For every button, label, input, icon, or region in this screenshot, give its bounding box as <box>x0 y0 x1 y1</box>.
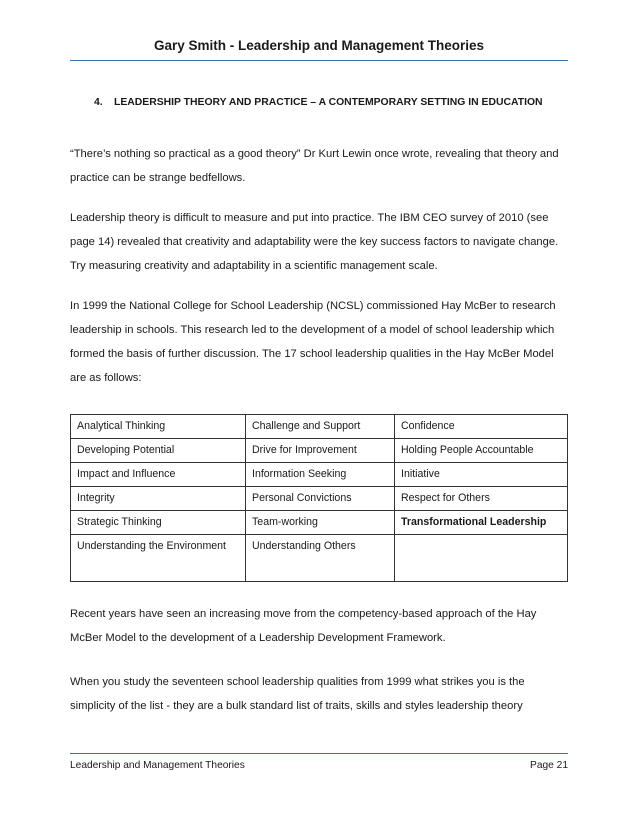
table-cell: Strategic Thinking <box>71 511 246 535</box>
paragraph-recent-years: Recent years have seen an increasing move from the competency-based approach of the Hay McBer Model to the development of a Leadership Development Framework. <box>70 608 537 644</box>
table-cell: Respect for Others <box>395 487 568 511</box>
table-cell-empty <box>395 535 568 582</box>
table-cell: Impact and Influence <box>71 463 246 487</box>
leadership-qualities-table <box>70 414 568 582</box>
footer-divider <box>70 753 568 754</box>
section-heading <box>94 95 543 111</box>
section-title: LEADERSHIP THEORY AND PRACTICE – A CONTEMPORARY SETTING IN EDUCATION <box>114 97 543 108</box>
table-cell: Drive for Improvement <box>246 439 395 463</box>
header-divider <box>70 60 568 61</box>
table-cell: Personal Convictions <box>246 487 395 511</box>
table-cell: Analytical Thinking <box>71 415 246 439</box>
page-header-title: Gary Smith - Leadership and Management Theories <box>153 38 485 53</box>
table-cell: Developing Potential <box>71 439 246 463</box>
table-row <box>71 487 568 511</box>
table-row <box>71 535 568 582</box>
table-cell: Challenge and Support <box>246 415 395 439</box>
table-cell: Team-working <box>246 511 395 535</box>
table-cell: Integrity <box>71 487 246 511</box>
footer-document-title: Leadership and Management Theories <box>70 760 245 771</box>
table-cell: Initiative <box>395 463 568 487</box>
paragraph-seventeen-qualities: When you study the seventeen school leadership qualities from 1999 what strikes you is the simplicity of the list - they are a bulk standard list of traits, skills and styles leadership theory <box>70 676 525 712</box>
table-cell: Holding People Accountable <box>395 439 568 463</box>
page-number: Page 21 <box>530 760 568 771</box>
table-row <box>71 415 568 439</box>
table-cell: Understanding Others <box>246 535 395 582</box>
table-cell: Information Seeking <box>246 463 395 487</box>
table-row <box>71 463 568 487</box>
paragraph-ncsl-research: In 1999 the National College for School Leadership (NCSL) commissioned Hay McBer to research leadership in schools. This research led to the development of a model of school leadership which formed the basis of further discussion. The 17 school leadership qualities in the Hay McBer Model are as follows: <box>70 300 556 384</box>
table-row <box>71 511 568 535</box>
table-row <box>71 439 568 463</box>
table-cell: Confidence <box>395 415 568 439</box>
table-cell-emphasized: Transformational Leadership <box>395 511 568 535</box>
paragraph-lewin-quote: “There’s nothing so practical as a good theory” Dr Kurt Lewin once wrote, revealing that theory and practice can be strange bedfellows. <box>70 148 559 184</box>
table-cell: Understanding the Environment <box>71 535 246 582</box>
section-number: 4. <box>94 97 103 108</box>
paragraph-ibm-survey: Leadership theory is difficult to measure and put into practice. The IBM CEO survey of 2010 (see page 14) revealed that creativity and adaptability were the key success factors to navigate change. Try measuring creativity and adaptability in a scientific management scale. <box>70 212 559 272</box>
